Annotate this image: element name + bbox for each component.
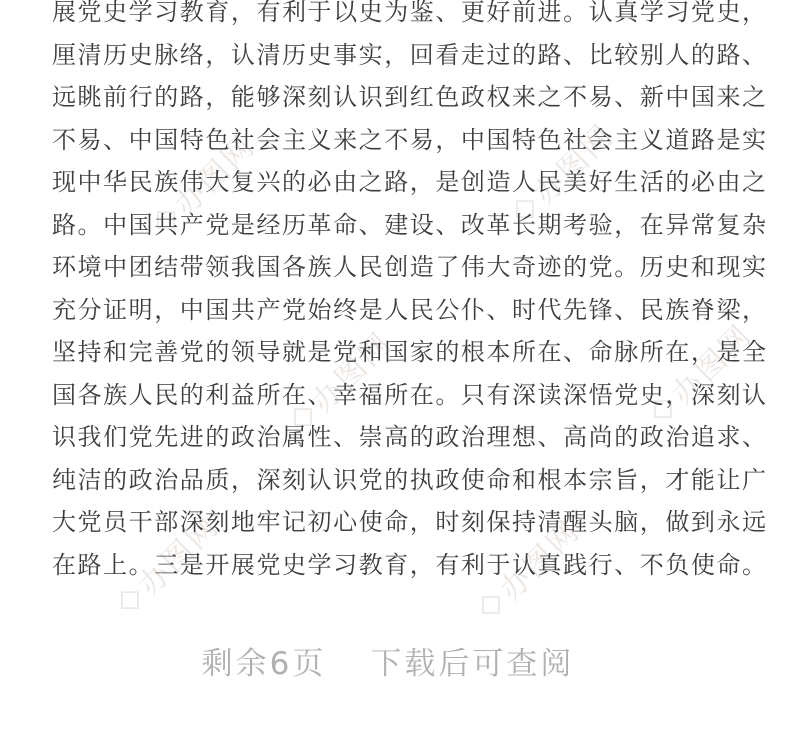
- watermark-text: 办图网: [492, 513, 588, 608]
- text-line: 环境中团结带领我国各族人民创造了伟大奇迹的党。历史和现实: [52, 253, 766, 281]
- text-line: 厘清历史脉络，认清历史事实，回看走过的路、比较别人的路、: [52, 40, 766, 69]
- text-line: 展党史学习教育，有利于以史为鉴、更好前进。认真学习党史，: [52, 0, 766, 26]
- document-text: [52, 0, 766, 586]
- watermark-diamond-icon: [121, 591, 139, 609]
- text-line: 国各族人民的利益所在、幸福所在。只有深读深悟党史，深刻认: [52, 380, 766, 409]
- watermark-text: 办图网: [664, 317, 760, 412]
- text-line: 充分证明，中国共产党始终是人民公仆、时代先锋、民族脊梁，: [52, 295, 766, 324]
- text-line: 大党员干部深刻地牢记初心使命，时刻保持清醒头脑，做到永远: [52, 508, 766, 536]
- text-line: 不易、中国特色社会主义来之不易，中国特色社会主义道路是实: [52, 125, 766, 154]
- watermark-text: 办图网: [167, 128, 263, 223]
- text-line: 现中华民族伟大复兴的必由之路，是创造人民美好生活的必由之: [52, 168, 766, 196]
- download-hint-label: 下载后可查阅: [370, 646, 575, 682]
- text-line: 识我们党先进的政治属性、崇高的政治理想、高尚的政治追求、: [52, 423, 766, 451]
- watermark-text: 办图网: [131, 508, 227, 603]
- text-line: 远眺前行的路，能够深刻认识到红色政权来之不易、新中国来之: [52, 83, 766, 111]
- text-line: 坚持和完善党的领导就是党和国家的根本所在、命脉所在，是全: [52, 338, 766, 366]
- watermark-text: 办图网: [526, 117, 622, 212]
- watermark-diamond-icon: [482, 596, 500, 614]
- text-line: 路。中国共产党是经历革命、建设、改革长期考验，在异常复杂: [52, 210, 766, 239]
- pages-remaining-label: 剩余6页: [201, 646, 327, 682]
- text-line: 纯洁的政治品质，深刻认识党的执政使命和根本宗旨，才能让广: [52, 465, 766, 494]
- watermark-text: 办图网: [304, 325, 400, 420]
- text-line: 在路上。三是开展党史学习教育，有利于认真践行、不负使命。: [52, 550, 766, 579]
- preview-footer: [0, 638, 776, 683]
